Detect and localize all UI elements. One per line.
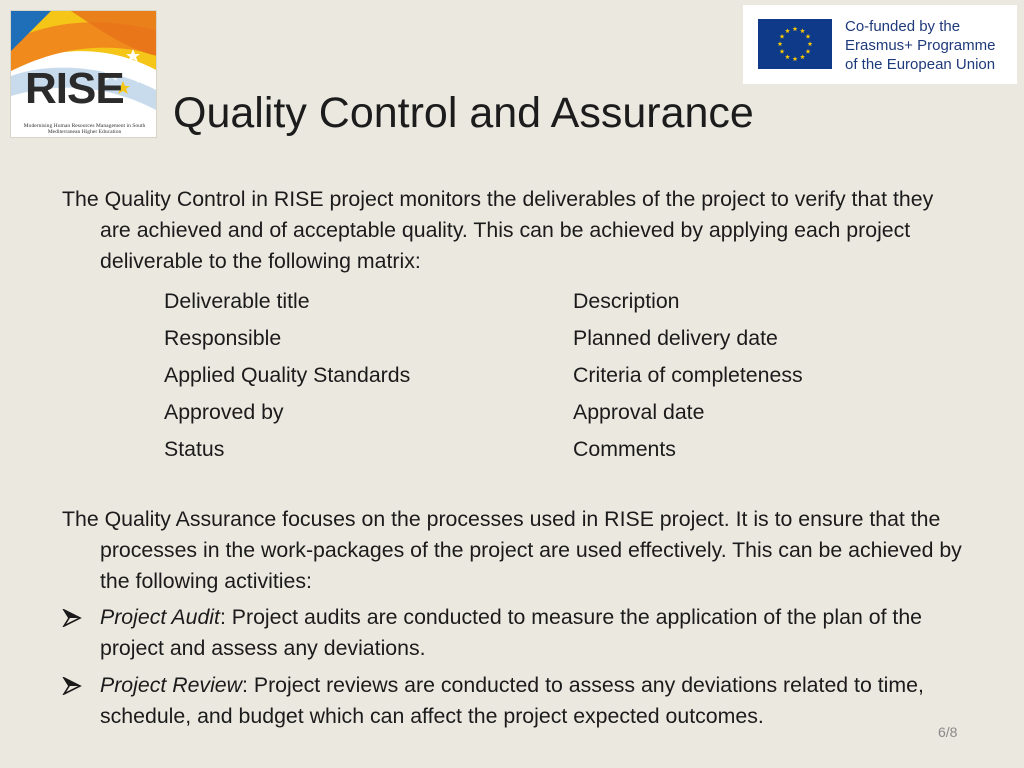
matrix-cell: Planned delivery date <box>573 326 778 350</box>
page-number: 6/8 <box>938 724 958 740</box>
eu-star-icon <box>785 54 790 59</box>
eu-star-icon <box>800 28 805 33</box>
eu-star-icon <box>793 56 798 61</box>
eu-flag-icon <box>758 19 832 69</box>
eu-star-icon <box>778 41 783 46</box>
bullet-project-audit <box>62 602 962 664</box>
matrix-cell: Responsible <box>164 326 282 350</box>
matrix-cell: Criteria of completeness <box>573 363 803 387</box>
arrow-bullet-icon <box>62 609 82 627</box>
matrix-row <box>164 431 884 468</box>
eu-star-icon <box>793 26 798 31</box>
bullet-term: Project Audit <box>100 605 220 629</box>
rise-logo-text: RISE <box>25 64 124 113</box>
eu-star-icon <box>808 41 813 46</box>
erasmus-line-2: Erasmus+ Programme <box>845 37 996 54</box>
quality-assurance-paragraph: The Quality Assurance focuses on the processes used in RISE project. It is to ensure that the processes in the work-packages of the project are used effectively. This can be achieved by the following activities: <box>62 507 962 593</box>
erasmus-badge <box>743 5 1017 84</box>
matrix-row <box>164 283 884 320</box>
slide-title: Quality Control and Assurance <box>173 89 754 137</box>
erasmus-line-3: of the European Union <box>845 56 996 73</box>
rise-logo <box>10 10 157 138</box>
bullet-project-review <box>62 670 962 732</box>
eu-star-icon <box>780 34 785 39</box>
erasmus-line-1: Co-funded by the <box>845 18 961 35</box>
matrix-cell: Approved by <box>164 400 284 424</box>
eu-star-icon <box>806 34 811 39</box>
bullet-text: : Project audits are conducted to measure the application of the plan of the project and assess any deviations. <box>100 605 923 660</box>
matrix-cell: Approval date <box>573 400 705 424</box>
matrix-cell: Applied Quality Standards <box>164 363 411 387</box>
eu-star-icon <box>800 54 805 59</box>
matrix-cell: Status <box>164 437 225 461</box>
bullet-term: Project Review <box>100 673 243 697</box>
matrix-cell: Comments <box>573 437 676 461</box>
matrix-cell: Description <box>573 289 680 313</box>
eu-star-icon <box>785 28 790 33</box>
eu-star-icon <box>780 49 785 54</box>
eu-star-icon <box>806 49 811 54</box>
quality-control-paragraph: The Quality Control in RISE project monitors the deliverables of the project to verify that they are achieved and of acceptable quality. This can be achieved by applying each project deliverable to the following matrix: <box>62 187 934 273</box>
matrix-row <box>164 357 884 394</box>
matrix-row <box>164 394 884 431</box>
deliverable-matrix <box>164 283 884 468</box>
matrix-row <box>164 320 884 357</box>
arrow-bullet-icon <box>62 677 82 695</box>
bullet-text: : Project reviews are conducted to assess any deviations related to time, schedule, and budget which can affect the project expected outcomes. <box>100 673 924 728</box>
rise-logo-tagline: Modernising Human Resources Management in South Mediterranean Higher Education <box>23 123 146 136</box>
matrix-cell: Deliverable title <box>164 289 310 313</box>
erasmus-badge-text <box>845 17 995 74</box>
